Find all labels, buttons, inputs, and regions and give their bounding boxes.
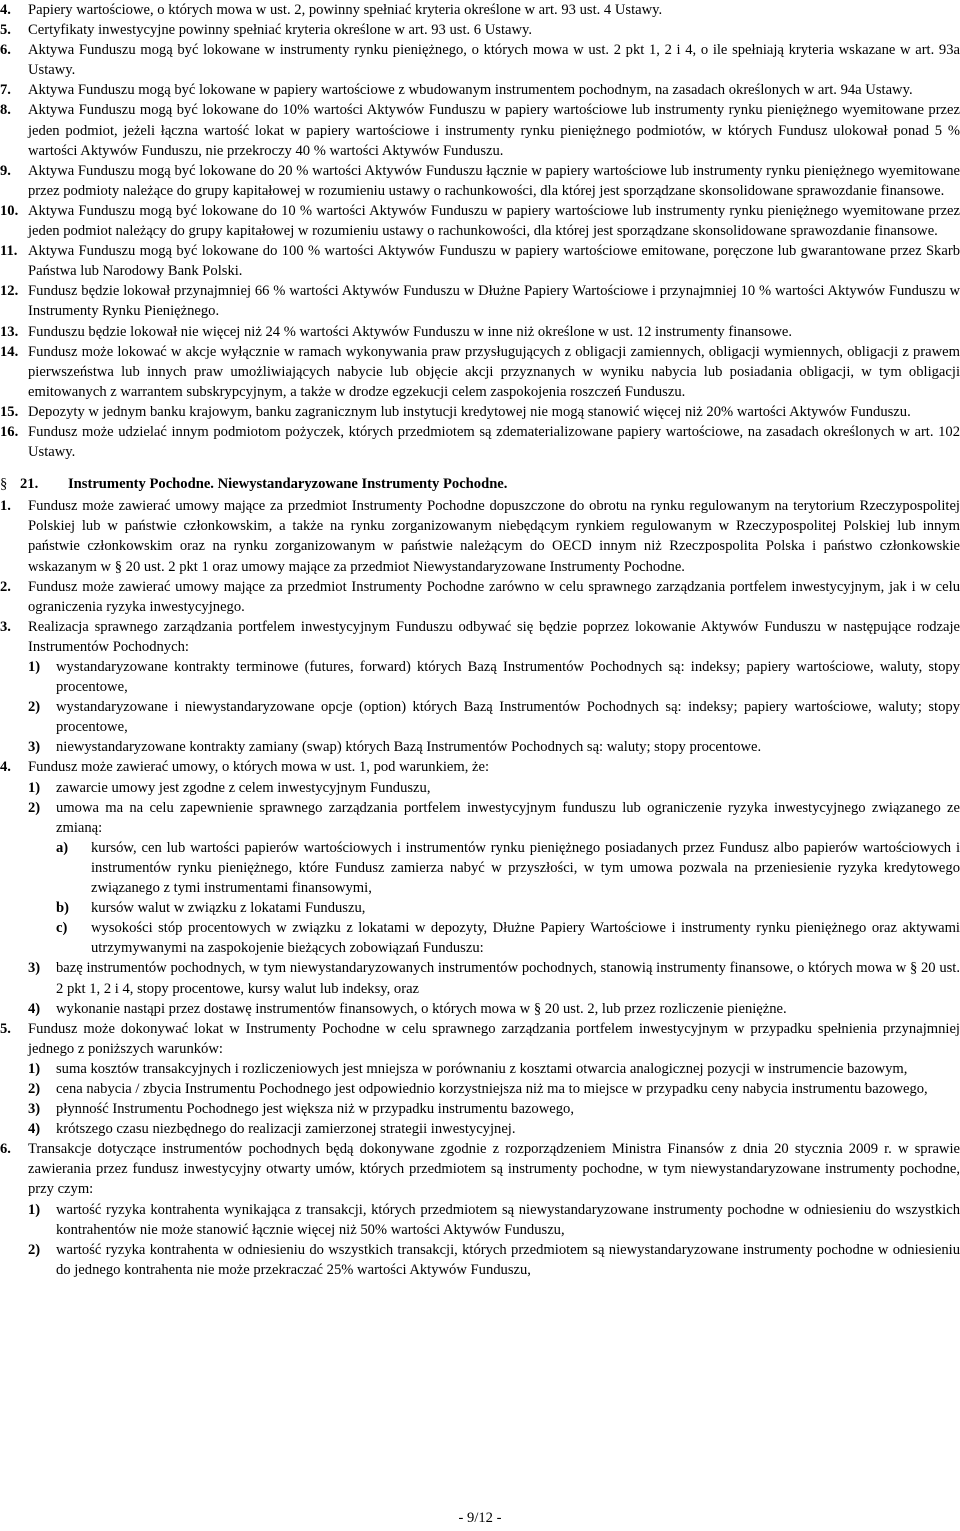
sub-point	[0, 1079, 960, 1099]
item-number: 6.	[0, 42, 11, 59]
list-item	[0, 281, 960, 321]
point-number: 3)	[28, 739, 41, 756]
section-paragraph	[0, 757, 960, 777]
paragraph-text: Transakcje dotyczące instrumentów pochodnych będą dokonywane zgodnie z rozporządzeniem Ministra Finansów z dnia 20 stycznia 2009 r. w sprawie zawierania przez fundusz inwestycyjny otwarty umów, których przedmiotem są instrumenty pochodne, w tym niewystandaryzowane instrumenty pochodne, przy czym:	[28, 1141, 960, 1198]
section-number: 21.	[20, 476, 39, 493]
item-text: Aktywa Funduszu mogą być lokowane w papiery wartościowe z wbudowanym instrumentem pochodnym, na zasadach określonych w art. 94a Ustawy.	[28, 82, 913, 99]
point-number: 3)	[28, 1101, 41, 1118]
list-item	[0, 342, 960, 402]
point-text: cena nabycia / zbycia Instrumentu Pochodnego jest odpowiednio korzystniejsza niż ma to miejsce w przypadku ceny nabycia instrumentu bazowego,	[56, 1080, 928, 1097]
paragraph-text: Fundusz może dokonywać lokat w Instrumenty Pochodne w celu sprawnego zarządzania portfelem inwestycyjnym w przypadku spełnienia przynajmniej jednego z poniższych warunków:	[28, 1020, 960, 1057]
letter-text: wysokości stóp procentowych w związku z lokatami w depozyty, Dłużne Papiery Wartościowe i instrumenty rynku pieniężnego oraz aktywami utrzymywanymi na zaspokojenie bieżących zobowiązań Funduszu:	[91, 920, 960, 957]
item-text: Aktywa Funduszu mogą być lokowane do 100 % wartości Aktywów Funduszu w papiery wartościowe emitowane, poręczone lub gwarantowane przez Skarb Państwa lub Narodowy Bank Polski.	[28, 243, 960, 280]
section-paragraph	[0, 577, 960, 617]
section-paragraph	[0, 617, 960, 657]
point-text: suma kosztów transakcyjnych i rozliczeniowych jest mniejsza w porównaniu z kosztami otwarcia analogicznej pozycji w instrumencie bazowym,	[56, 1060, 908, 1077]
paragraph-number: 4.	[0, 759, 11, 776]
point-text: umowa ma na celu zapewnienie sprawnego zarządzania portfelem inwestycyjnym funduszu lub ograniczenie ryzyka inwestycyjnego związanego ze zmianą:	[56, 799, 960, 836]
section-paragraph	[0, 1139, 960, 1199]
sub-point	[0, 958, 960, 998]
letter-label: b)	[56, 900, 69, 917]
point-text: bazę instrumentów pochodnych, w tym niewystandaryzowanych instrumentów pochodnych, stanowią instrumenty finansowe, o których mowa w § 20 ust. 2 pkt 1, 2 i 4, stopy procentowe, kursy walut lub indeksy, oraz	[56, 960, 960, 997]
section-heading	[0, 474, 960, 494]
item-number: 15.	[0, 403, 19, 420]
sub-point	[0, 778, 960, 798]
item-text: Funduszu będzie lokował nie więcej niż 24 % wartości Aktywów Funduszu w inne niż określone w ust. 12 instrumenty finansowe.	[28, 323, 793, 340]
letter-text: kursów walut w związku z lokatami Funduszu,	[91, 900, 366, 917]
item-number: 9.	[0, 162, 11, 179]
sub-point	[0, 657, 960, 697]
paragraph-text: Fundusz może zawierać umowy mające za przedmiot Instrumenty Pochodne zarówno w celu sprawnego zarządzania portfelem inwestycyjnym, jak i w celu ograniczenia ryzyka inwestycyjnego.	[28, 578, 960, 615]
section-paragraph	[0, 496, 960, 576]
section-title: Instrumenty Pochodne. Niewystandaryzowane Instrumenty Pochodne.	[68, 476, 508, 493]
letter-point	[0, 838, 960, 898]
paragraph-number: 1.	[0, 498, 11, 515]
sub-point	[0, 1059, 960, 1079]
list-item	[0, 201, 960, 241]
sub-point	[0, 1240, 960, 1280]
point-text: krótszego czasu niezbędnego do realizacji zamierzonej strategii inwestycyjnej.	[56, 1121, 516, 1138]
letter-point	[0, 898, 960, 918]
paragraph-number: 2.	[0, 578, 11, 595]
point-number: 1)	[28, 1201, 41, 1218]
point-number: 2)	[28, 799, 41, 816]
item-text: Depozyty w jednym banku krajowym, banku zagranicznym lub instytucji kredytowej nie mogą stanowić więcej niż 20% wartości Aktywów Funduszu.	[28, 403, 911, 420]
point-text: niewystandaryzowane kontrakty zamiany (swap) których Bazą Instrumentów Pochodnych są: waluty; stopy procentowe.	[56, 739, 762, 756]
list-item	[0, 241, 960, 281]
sub-point	[0, 697, 960, 737]
sub-point	[0, 1200, 960, 1240]
sub-point	[0, 737, 960, 757]
point-number: 1)	[28, 1060, 41, 1077]
list-item	[0, 422, 960, 462]
item-number: 4.	[0, 2, 11, 18]
paragraph-text: Fundusz może zawierać umowy, o których mowa w ust. 1, pod warunkiem, że:	[28, 759, 490, 776]
item-number: 5.	[0, 22, 11, 39]
list-item	[0, 0, 960, 20]
section-paragraph	[0, 1019, 960, 1059]
point-text: wystandaryzowane i niewystandaryzowane opcje (option) których Bazą Instrumentów Pochodnych są: indeksy; papiery wartościowe, waluty; stopy procentowe,	[56, 699, 960, 736]
paragraph-text: Fundusz może zawierać umowy mające za przedmiot Instrumenty Pochodne dopuszczone do obrotu na rynku regulowanym na terytorium Rzeczypospolitej Polskiej lub w państwie członkowskim, a także na rynku zorganizowanym niebędącym rynkiem regulowanym w Rzeczypospolitej Polskiej lub innym państwie członkowskim oraz na rynku zorganizowanym w państwie należącym do OECD innym niż Rzeczpospolita Polska i państwo członkowskie wskazanym w § 20 ust. 2 pkt 1 oraz umowy mające za przedmiot Niewystandaryzowane Instrumenty Pochodne.	[28, 498, 960, 575]
item-number: 12.	[0, 283, 19, 300]
item-number: 16.	[0, 423, 19, 440]
item-text: Fundusz będzie lokował przynajmniej 66 % wartości Aktywów Funduszu w Dłużne Papiery Wartościowe i przynajmniej 10 % wartości Aktywów Funduszu w Instrumenty Rynku Pieniężnego.	[28, 283, 960, 320]
point-number: 2)	[28, 1080, 41, 1097]
point-text: wartość ryzyka kontrahenta wynikająca z transakcji, których przedmiotem są niewystandaryzowane instrumenty pochodne w odniesieniu do wszystkich kontrahentów nie może stanowić łącznie więcej niż 50% wartości Aktywów Funduszu,	[56, 1201, 960, 1238]
item-number: 11.	[0, 243, 18, 260]
point-number: 4)	[28, 1121, 41, 1138]
list-item	[0, 80, 960, 100]
sub-point	[0, 999, 960, 1019]
list-item	[0, 40, 960, 80]
sub-point	[0, 798, 960, 838]
paragraph-text: Realizacja sprawnego zarządzania portfelem inwestycyjnym Funduszu odbywać się będzie poprzez lokowanie Aktywów Funduszu w następujące rodzaje Instrumentów Pochodnych:	[28, 618, 960, 655]
point-text: płynność Instrumentu Pochodnego jest większa niż w przypadku instrumentu bazowego,	[56, 1101, 574, 1118]
item-text: Papiery wartościowe, o których mowa w ust. 2, powinny spełniać kryteria określone w art. 93 ust. 4 Ustawy.	[28, 2, 663, 18]
section-symbol: §	[0, 476, 8, 493]
point-text: wykonanie nastąpi przez dostawę instrumentów finansowych, o których mowa w § 20 ust. 2, lub przez rozliczenie pieniężne.	[56, 1000, 787, 1017]
point-number: 2)	[28, 1241, 41, 1258]
letter-label: a)	[56, 839, 69, 856]
point-text: zawarcie umowy jest zgodne z celem inwestycyjnym Funduszu,	[56, 779, 431, 796]
list-item	[0, 20, 960, 40]
paragraph-number: 5.	[0, 1020, 11, 1037]
letter-label: c)	[56, 920, 68, 937]
point-text: wystandaryzowane kontrakty terminowe (futures, forward) których Bazą Instrumentów Pochodnych są: indeksy; papiery wartościowe, waluty, stopy procentowe,	[56, 659, 960, 696]
point-text: wartość ryzyka kontrahenta w odniesieniu do wszystkich transakcji, których przedmiotem są niewystandaryzowane instrumenty pochodne w odniesieniu do jednego kontrahenta nie może przekraczać 25% wartości Aktywów Funduszu,	[56, 1241, 960, 1278]
point-number: 3)	[28, 960, 41, 977]
item-number: 10.	[0, 202, 19, 219]
sub-point	[0, 1119, 960, 1139]
item-number: 7.	[0, 82, 11, 99]
point-number: 1)	[28, 659, 41, 675]
list-item	[0, 402, 960, 422]
list-item	[0, 100, 960, 160]
item-number: 8.	[0, 102, 11, 119]
page-number: - 9/12 -	[458, 1510, 502, 1526]
point-number: 1)	[28, 779, 41, 796]
paragraph-number: 3.	[0, 618, 11, 635]
item-text: Aktywa Funduszu mogą być lokowane w instrumenty rynku pieniężnego, o których mowa w ust. 2 pkt 1, 2 i 4, o ile spełniają kryteria wskazane w art. 93a Ustawy.	[28, 42, 960, 79]
point-number: 2)	[28, 699, 41, 716]
list-item	[0, 322, 960, 342]
item-text: Fundusz może udzielać innym podmiotom pożyczek, których przedmiotem są zdematerializowane papiery wartościowe, na zasadach określonych w art. 102 Ustawy.	[28, 423, 960, 461]
item-text: Fundusz może lokować w akcje wyłącznie w ramach wykonywania praw przysługujących z obligacji zamiennych, obligacji wymiennych, obligacji z prawem pierwszeństwa lub innych praw umożliwiających nabycie lub objęcie akcji przyznanych w wyniku nabycia lub posiadania obligacji, w tym obligacji emitowanych z warrantem subskrypcyjnym, a także w drodze egzekucji celem zaspokojenia roszczeń Funduszu.	[28, 343, 960, 400]
point-number: 4)	[28, 1000, 41, 1017]
sub-point	[0, 1099, 960, 1119]
paragraph-number: 6.	[0, 1141, 11, 1158]
list-item	[0, 161, 960, 201]
item-text: Certyfikaty inwestycyjne powinny spełniać kryteria określone w art. 93 ust. 6 Ustawy.	[28, 22, 533, 39]
item-number: 13.	[0, 323, 19, 340]
letter-point	[0, 918, 960, 958]
investment-limits-list	[0, 0, 960, 462]
item-text: Aktywa Funduszu mogą być lokowane do 20 % wartości Aktywów Funduszu łącznie w papiery wartościowe lub instrumenty rynku pieniężnego wyemitowane przez podmioty należące do grupy kapitałowej w rozumieniu ustawy o rachunkowości, dla której jest sporządzane skonsolidowane sprawozdanie finansowe.	[28, 162, 960, 199]
item-number: 14.	[0, 343, 19, 360]
item-text: Aktywa Funduszu mogą być lokowane do 10 % wartości Aktywów Funduszu w papiery wartościowe lub instrumenty rynku pieniężnego wyemitowane przez jeden podmiot należący do grupy kapitałowej w rozumieniu ustawy o rachunkowości, dla której jest sporządzane skonsolidowane sprawozdanie finansowe.	[28, 202, 960, 240]
letter-text: kursów, cen lub wartości papierów wartościowych i instrumentów rynku pieniężnego posiadanych przez Fundusz albo papierów wartościowych i instrumentów rynku pieniężnego, które Fundusz zamierza nabyć w przyszłości, w tym umowa pozwala na przeniesienie ryzyka kredytowego związanego z tymi instrumentami finansowymi,	[91, 839, 960, 897]
item-text: Aktywa Funduszu mogą być lokowane do 10% wartości Aktywów Funduszu w papiery wartościowe lub instrumenty rynku pieniężnego wyemitowane przez jeden podmiot, jeżeli łączna wartość lokat w papiery wartościowe i instrumenty rynku pieniężnego podmiotów, w których Fundusz ulokował ponad 5 % wartości Aktywów Funduszu, nie przekroczy 40 % wartości Aktywów Funduszu.	[28, 102, 960, 159]
